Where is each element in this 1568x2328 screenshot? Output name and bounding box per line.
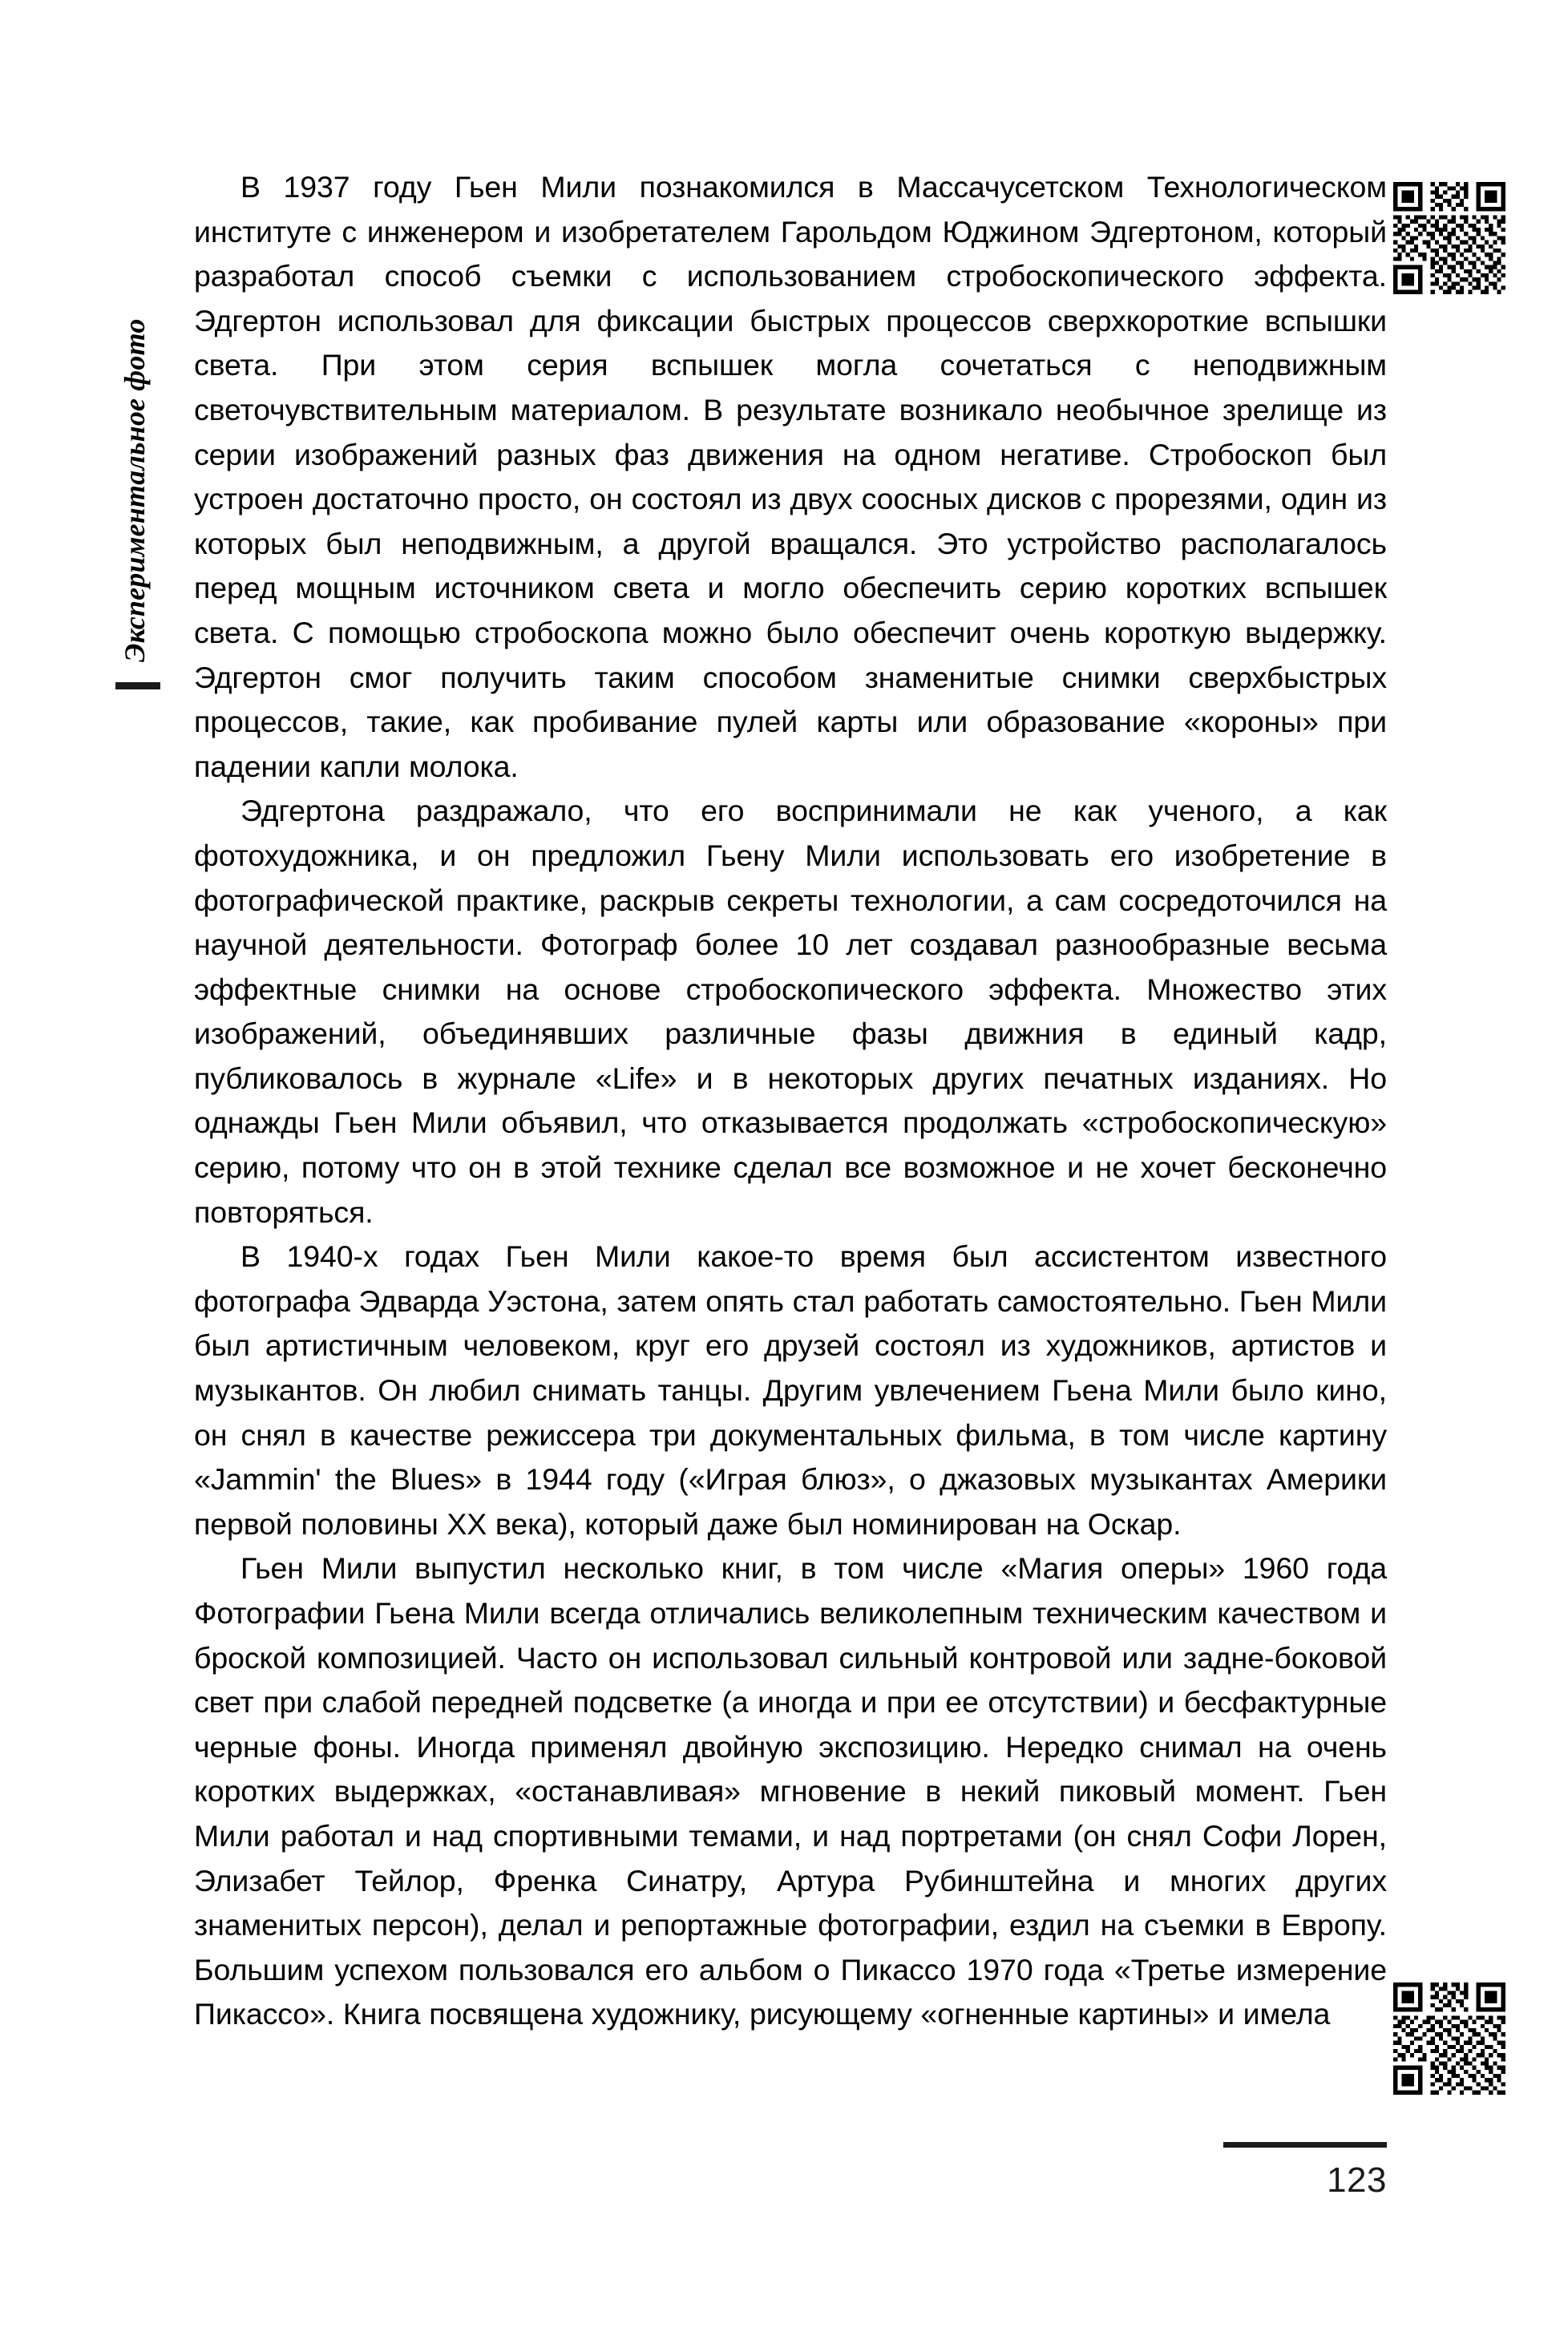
vertical-running-head: [104, 160, 176, 689]
qr-code-icon[interactable]: [1389, 178, 1509, 298]
paragraph: Эдгертона раздражало, что его воспринимали не как ученого, а как фотохудожника, и он предложил Гьену Мили использовать его изобретение в фотографической практике, раскрыв секреты технологии, а сам сосредоточился на научной деятельности. Фотограф более 10 лет создавал разнообразные весьма эффектные снимки на основе стробоскопического эффекта. Множество этих изображений, объединявших различные фазы движния в единый кадр, публиковалось в журнале «Life» и в некоторых других печатных изданиях. Но однажды Гьен Мили объявил, что отказывается продолжать «стробоскопическую» серию, потому что он в этой технике сделал все возможное и не хочет бесконечно повторяться.: [194, 794, 1387, 1229]
body-text-column: [194, 165, 1387, 2037]
page-footer: [1223, 2142, 1387, 2201]
page-number: 123: [1327, 2160, 1387, 2200]
paragraph: В 1940-х годах Гьен Мили какое-то время был ассистентом известного фотографа Эдварда Уэстона, затем опять стал работать самостоятельно. Гьен Мили был артистичным человеком, круг его друзей состоял из художников, артистов и музыкантов. Он любил снимать танцы. Другим увлечением Гьена Мили было кино, он снял в качестве режиссера три документальных фильма, в том числе картину «Jammin' the Blues» в 1944 году («Играя блюз», о джазовых музыкантах Америки первой половины XX века), который даже был номинирован на Оскар.: [194, 1239, 1387, 1541]
paragraph: В 1937 году Гьен Мили познакомился в Массачусетском Технологическом институте с инженером и изобретателем Гарольдом Юджином Эдгертоном, который разработал способ съемки с использованием стробоскопического эффекта. Эдгертон использовал для фиксации быстрых процессов сверхкороткие вспышки света. При этом серия вспышек могла сочетаться с неподвижным светочувствительным материалом. В результате возникало необычное зрелище из серии изображений разных фаз движения на одном негативе. Стробоскоп был устроен достаточно просто, он состоял из двух соосных дисков с прорезями, один из которых был неподвижным, а другой вращался. Это устройство располагалось перед мощным источником света и могло обеспечить серию коротких вспышек света. С помощью стробоскопа можно было обеспечит очень короткую выдержку. Эдгертон смог получить таким способом знаменитые снимки сверхбыстрых процессов, такие, как пробивание пулей карты или образование «короны» при падении капли молока.: [194, 170, 1387, 783]
running-head-label: Экспериментальное фото: [119, 318, 151, 662]
footer-rule: [1223, 2142, 1387, 2148]
qr-code-icon[interactable]: [1389, 1978, 1509, 2099]
running-head-rule: [115, 682, 160, 689]
paragraph: Гьен Мили выпустил несколько книг, в том числе «Магия оперы» 1960 года Фотографии Гьена Мили всегда отличались великолепным техническим качеством и броской композицией. Часто он использовал сильный контровой или задне-боковой свет при слабой передней подсветке (а иногда и при ее отсутствии) и бесфактурные черные фоны. Иногда применял двойную экспозицию. Нередко снимал на очень коротких выдержках, «останавливая» мгновение в некий пиковый момент. Гьен Мили работал и над спортивными темами, и над портретами (он снял Софи Лорен, Элизабет Тейлор, Френка Синатру, Артура Рубинштейна и многих других знаменитых персон), делал и репортажные фотографии, ездил на съемки в Европу. Большим успехом пользовался его альбом о Пикассо 1970 года «Третье измерение Пикассо». Книга посвящена художнику, рисующему «огненные картины» и имела: [194, 1551, 1387, 2031]
